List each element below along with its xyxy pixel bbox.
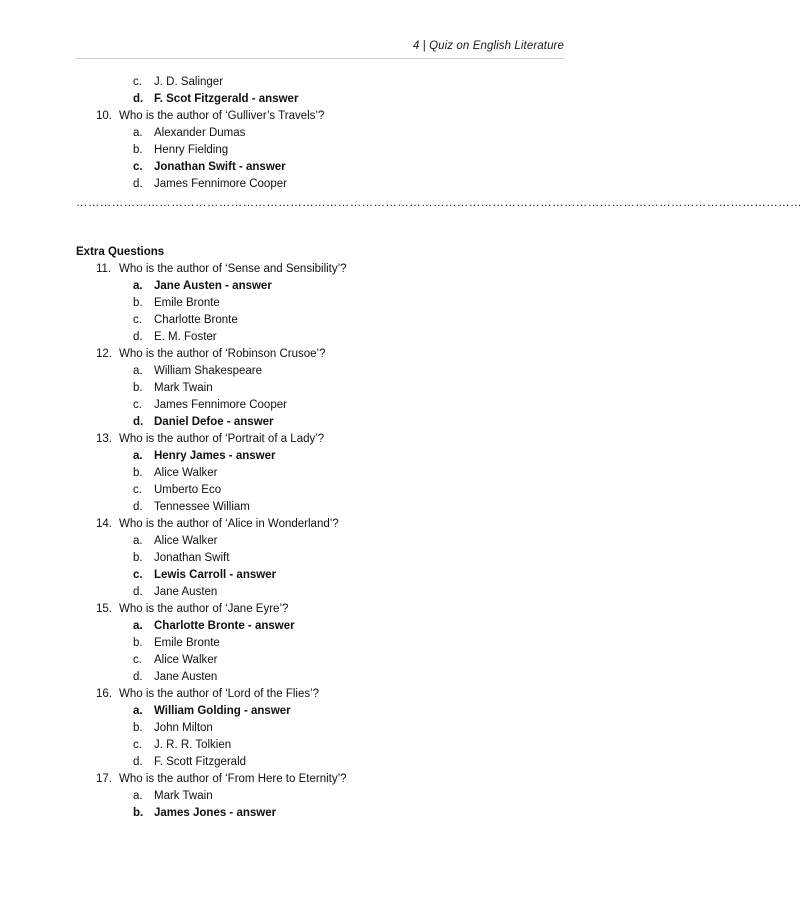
- option-text: Jonathan Swift: [154, 552, 230, 564]
- option-letter: c.: [133, 399, 142, 411]
- question-text: Who is the author of ‘Gulliver’s Travels’?: [119, 110, 325, 122]
- option-text: Alice Walker: [154, 654, 218, 666]
- option-letter: d.: [133, 586, 143, 598]
- option-text: Daniel Defoe - answer: [154, 416, 274, 428]
- answer-option: [0, 91, 638, 108]
- option-letter: a.: [133, 705, 143, 717]
- option-letter: d.: [133, 93, 144, 105]
- question: [0, 108, 638, 125]
- option-letter: b.: [133, 722, 143, 734]
- question: [0, 771, 638, 788]
- option-text: Mark Twain: [154, 382, 213, 394]
- option-letter: a.: [133, 620, 143, 632]
- option-text: E. M. Foster: [154, 331, 217, 343]
- question-number: 13.: [96, 433, 112, 445]
- option: [0, 720, 638, 737]
- separator-line: [0, 195, 802, 211]
- option-letter: c.: [133, 569, 143, 581]
- option-letter: b.: [133, 467, 143, 479]
- main-questions: [0, 108, 638, 193]
- option-text: Henry Fielding: [154, 144, 229, 156]
- answer-option: [0, 278, 638, 295]
- option-text: Emile Bronte: [154, 297, 220, 309]
- option-letter: b.: [133, 807, 144, 819]
- option: [0, 499, 638, 516]
- option: [0, 754, 638, 771]
- option-letter: d.: [133, 671, 143, 683]
- question-text: Who is the author of ‘Robinson Crusoe’?: [119, 348, 326, 360]
- question-text: Who is the author of ‘Lord of the Flies’?: [119, 688, 320, 700]
- option-letter: a.: [133, 280, 143, 292]
- answer-option: [0, 159, 638, 176]
- question-block: [0, 771, 638, 822]
- option: [0, 125, 638, 142]
- option: [0, 397, 638, 414]
- header-rule: [76, 58, 564, 59]
- question-block: [0, 108, 638, 193]
- option: [0, 295, 638, 312]
- option-text: Henry James - answer: [154, 450, 276, 462]
- option-text: Emile Bronte: [154, 637, 220, 649]
- question-block: [0, 516, 638, 601]
- question-block: [0, 601, 638, 686]
- page-content: [0, 74, 802, 822]
- question-block: [0, 346, 638, 431]
- option: [0, 142, 638, 159]
- option-text: James Fennimore Cooper: [154, 399, 287, 411]
- option-letter: b.: [133, 382, 143, 394]
- option-letter: c.: [133, 161, 143, 173]
- option: [0, 363, 638, 380]
- question-number: 12.: [96, 348, 112, 360]
- page-header: 4 | Quiz on English Literature: [412, 40, 564, 52]
- option: [0, 465, 638, 482]
- separator-dots: …………………………………………………………………………………………………………………………………………………………………: [76, 197, 802, 209]
- question-block: [0, 261, 638, 346]
- question-number: 17.: [96, 773, 112, 785]
- answer-option: [0, 448, 638, 465]
- option-text: F. Scot Fitzgerald - answer: [154, 93, 299, 105]
- option-text: Alexander Dumas: [154, 127, 246, 139]
- option: [0, 74, 638, 91]
- option-letter: d.: [133, 416, 144, 428]
- option-letter: a.: [133, 790, 143, 802]
- option: [0, 737, 638, 754]
- option-letter: c.: [133, 484, 142, 496]
- option-letter: a.: [133, 127, 143, 139]
- question-block: [0, 686, 638, 771]
- question: [0, 516, 638, 533]
- option-letter: b.: [133, 297, 143, 309]
- option-text: James Fennimore Cooper: [154, 178, 287, 190]
- option-text: Jane Austen: [154, 671, 218, 683]
- option-letter: d.: [133, 756, 143, 768]
- question-text: Who is the author of ‘Sense and Sensibility’?: [119, 263, 347, 275]
- option-letter: d.: [133, 501, 143, 513]
- option-text: J. R. R. Tolkien: [154, 739, 232, 751]
- option-text: Jonathan Swift - answer: [154, 161, 286, 173]
- option-text: Lewis Carroll - answer: [154, 569, 277, 581]
- option-letter: a.: [133, 535, 143, 547]
- question-number: 15.: [96, 603, 112, 615]
- option: [0, 550, 638, 567]
- option: [0, 533, 638, 550]
- question-block: [0, 431, 638, 516]
- option-letter: b.: [133, 552, 143, 564]
- option: [0, 635, 638, 652]
- option-letter: c.: [133, 654, 142, 666]
- option: [0, 329, 638, 346]
- question-text: Who is the author of ‘Portrait of a Lady’?: [119, 433, 325, 445]
- section-title-text: Extra Questions: [76, 246, 165, 258]
- option-text: Charlotte Bronte - answer: [154, 620, 295, 632]
- answer-option: [0, 618, 638, 635]
- option-text: John Milton: [154, 722, 213, 734]
- question-number: 16.: [96, 688, 112, 700]
- option-text: Mark Twain: [154, 790, 213, 802]
- question-number: 14.: [96, 518, 112, 530]
- question: [0, 261, 638, 278]
- question-text: Who is the author of ‘From Here to Eternity’?: [119, 773, 347, 785]
- question: [0, 346, 638, 363]
- continued-options: [0, 74, 638, 108]
- option-text: J. D. Salinger: [154, 76, 224, 88]
- option-letter: d.: [133, 331, 143, 343]
- option-text: William Shakespeare: [154, 365, 263, 377]
- question-text: Who is the author of ‘Jane Eyre’?: [119, 603, 289, 615]
- option: [0, 482, 638, 499]
- extra-questions: [0, 261, 638, 822]
- option: [0, 176, 638, 193]
- option: [0, 652, 638, 669]
- answer-option: [0, 703, 638, 720]
- option: [0, 584, 638, 601]
- option-text: Jane Austen: [154, 586, 218, 598]
- question: [0, 686, 638, 703]
- option: [0, 312, 638, 329]
- option: [0, 669, 638, 686]
- option-letter: a.: [133, 450, 143, 462]
- answer-option: [0, 567, 638, 584]
- option-text: Charlotte Bronte: [154, 314, 238, 326]
- option-letter: c.: [133, 314, 142, 326]
- option-letter: a.: [133, 365, 143, 377]
- option-letter: b.: [133, 637, 143, 649]
- question-number: 10.: [96, 110, 112, 122]
- question-text: Who is the author of ‘Alice in Wonderland’?: [119, 518, 339, 530]
- option-text: Alice Walker: [154, 467, 218, 479]
- answer-option: [0, 805, 638, 822]
- option-letter: c.: [133, 739, 142, 751]
- option-text: Alice Walker: [154, 535, 218, 547]
- option-text: Jane Austen - answer: [154, 280, 272, 292]
- question-number: 11.: [96, 263, 112, 275]
- option-text: James Jones - answer: [154, 807, 277, 819]
- question: [0, 601, 638, 618]
- option-text: Tennessee William: [154, 501, 250, 513]
- option: [0, 788, 638, 805]
- option-letter: c.: [133, 76, 142, 88]
- question: [0, 431, 638, 448]
- option-text: William Golding - answer: [154, 705, 291, 717]
- option: [0, 380, 638, 397]
- option-text: F. Scott Fitzgerald: [154, 756, 247, 768]
- option-letter: b.: [133, 144, 143, 156]
- option-letter: d.: [133, 178, 143, 190]
- answer-option: [0, 414, 638, 431]
- extra-questions-heading: [0, 244, 638, 261]
- option-text: Umberto Eco: [154, 484, 222, 496]
